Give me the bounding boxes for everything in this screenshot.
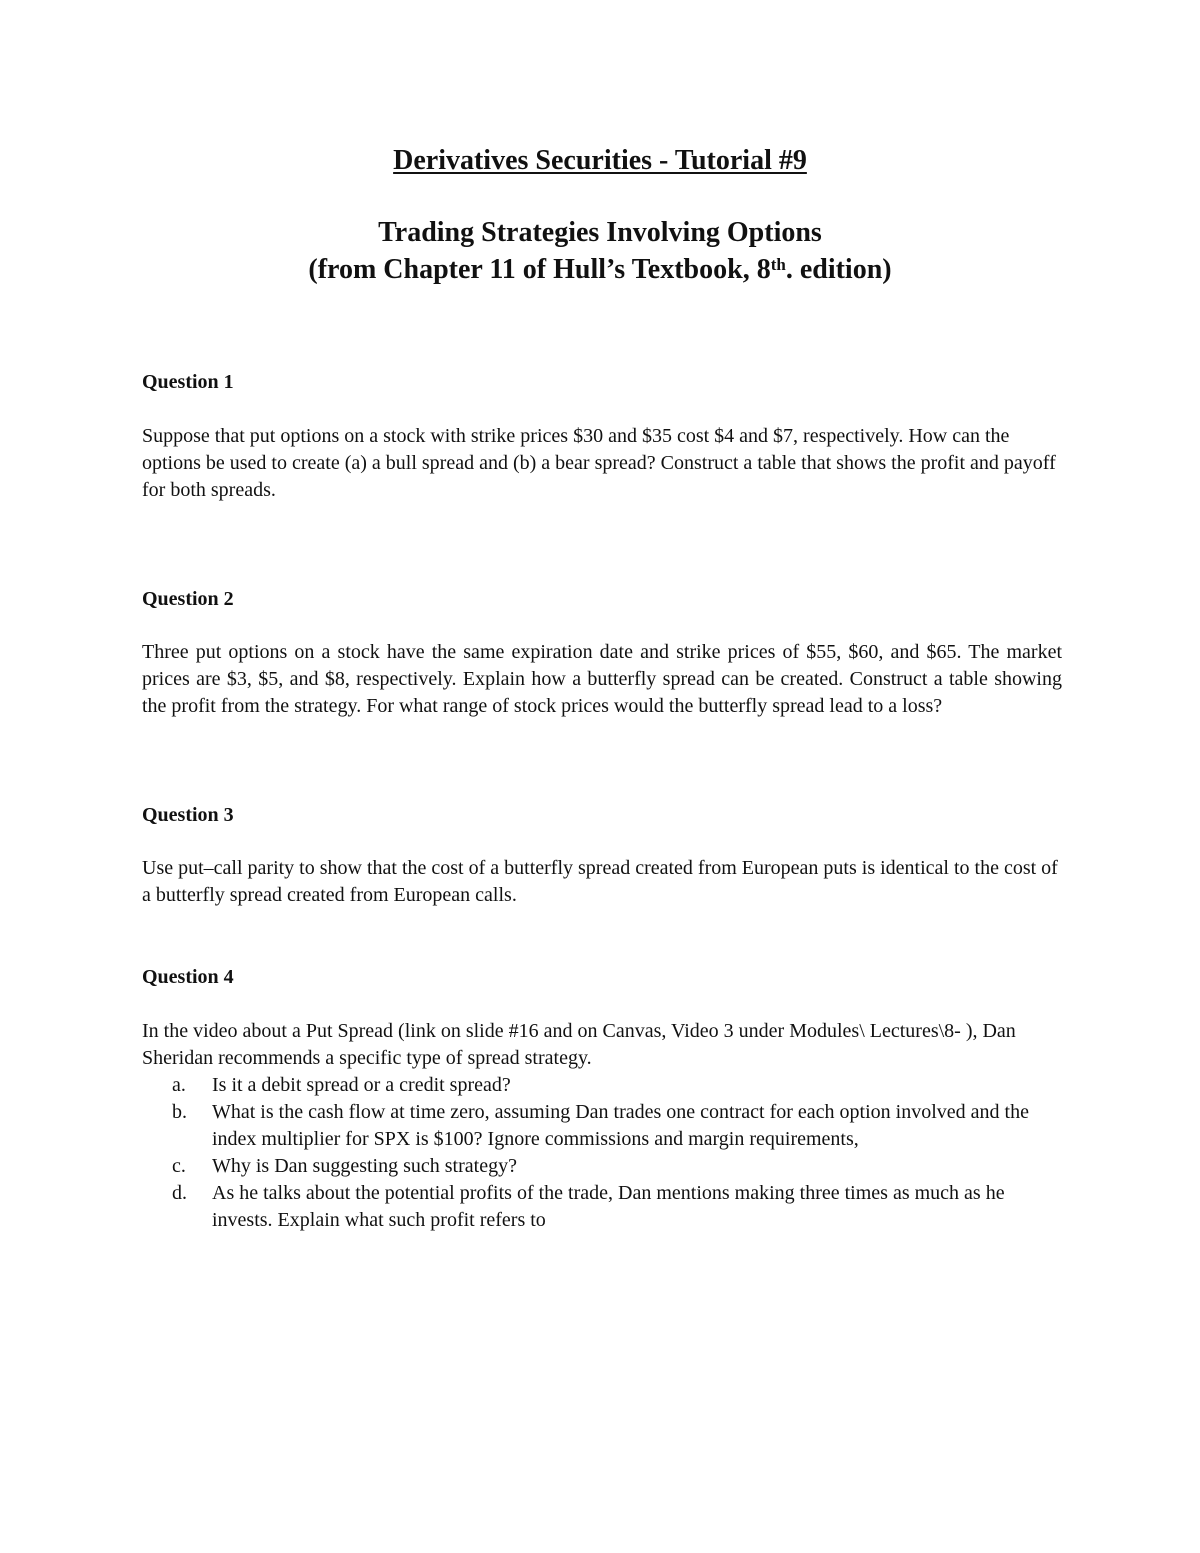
source-line-text: (from Chapter 11 of Hull’s Textbook, 8 [308,254,771,285]
edition-superscript: th [770,254,786,274]
document-source-line [0,252,1200,288]
list-item-text: As he talks about the potential profits of the trade, Dan mentions making three times as much as he invests. Explain what such profit refers to [212,1182,1005,1231]
list-item [142,1099,1062,1153]
list-item-text: Why is Dan suggesting such strategy? [212,1155,517,1177]
question-4-heading: Question 4 [142,966,234,988]
list-item-text: Is it a debit spread or a credit spread? [212,1074,511,1096]
list-marker: b. [172,1101,187,1123]
question-4-text: In the video about a Put Spread (link on slide #16 and on Canvas, Video 3 under Modules\ Lectures\8- ), Dan Sheridan recommends a specific type of spread strategy. [142,1020,1016,1069]
document-title: Derivatives Securities - Tutorial #9 [393,145,807,176]
question-1-heading: Question 1 [142,371,234,393]
question-2-text: Three put options on a stock have the same expiration date and strike prices of $55, $60, and $65. The market prices are $3, $5, and $8, respectively. Explain how a butterfly spread can be created. Construct a table showing the profit from the strategy. For what range of stock prices would the butterfly spread lead to a loss? [142,641,1062,717]
list-item [142,1072,1062,1099]
question-1-text: Suppose that put options on a stock with strike prices $30 and $35 cost $4 and $7, respectively. How can the options be used to create (a) a bull spread and (b) a bear spread? Construct a table that shows the profit and payoff for both spreads. [142,425,1056,501]
list-marker: a. [172,1074,186,1096]
list-item [142,1180,1062,1234]
question-3-heading: Question 3 [142,804,234,826]
list-marker: c. [172,1155,186,1177]
list-item [142,1153,1062,1180]
list-item-text: What is the cash flow at time zero, assuming Dan trades one contract for each option involved and the index multiplier for SPX is $100? Ignore commissions and margin requirements, [212,1101,1029,1150]
question-4-subquestions [142,1072,1062,1234]
question-2-heading: Question 2 [142,588,234,610]
source-line-suffix: . edition) [785,254,892,285]
list-marker: d. [172,1182,187,1204]
question-3-text: Use put–call parity to show that the cost of a butterfly spread created from European puts is identical to the cost of a butterfly spread created from European calls. [142,857,1058,906]
document-subtitle: Trading Strategies Involving Options [378,217,822,248]
